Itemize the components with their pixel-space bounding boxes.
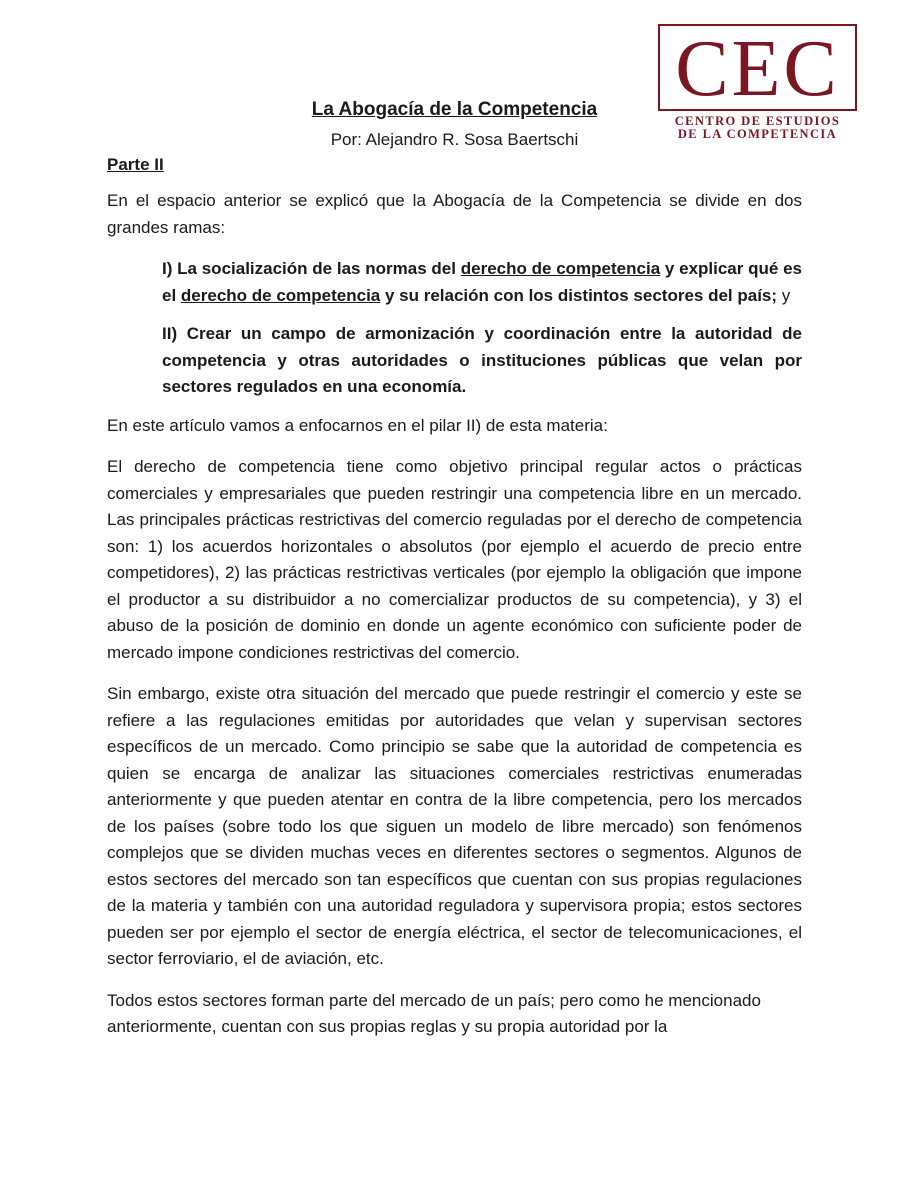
- pillar-one-text-d: y: [777, 285, 791, 305]
- paragraph: El derecho de competencia tiene como objetivo principal regular actos o prácticas comerciales y empresariales que pueden restringir una competencia libre en un mercado. Las principales prácticas restrictivas del comercio reguladas por el derecho de competencia son: 1) los acuerdos horizontales o absolutos (por ejemplo el acuerdo de precio entre competidores), 2) las prácticas restrictivas verticales (por ejemplo la obligación que impone el productor a su distribuidor a no comercializar productos de su competencia), y 3) el abuso de la posición de dominio en donde un agente económico con suficiente poder de mercado impone condiciones restrictivas del comercio.: [107, 457, 802, 662]
- logo-letters: CEC: [675, 25, 840, 113]
- derecho-competencia-link-2[interactable]: derecho de competencia: [180, 285, 381, 305]
- paragraph: Sin embargo, existe otra situación del mercado que puede restringir el comercio y este se refiere a las regulaciones emitidas por autoridades que velan y supervisan sectores específicos de un mercado. Como principio se sabe que la autoridad de competencia es quien se encarga de analizar las situaciones comerciales restrictivas enumeradas anteriormente y que pueden atentar en contra de la libre competencia, pero los mercados de los países (sobre todo los que siguen un modelo de libre mercado) son fenómenos complejos que se dividen muchas veces en diferentes sectores o segmentos. Algunos de estos sectores del mercado son tan específicos que cuentan con sus propias regulaciones de la materia y también con una autoridad reguladora y supervisora propia; estos sectores pueden ser por ejemplo el sector de energía eléctrica, el sector de telecomunicaciones, el sector ferroviario, el de aviación, etc.: [107, 684, 802, 968]
- pillar-one-text-c: y su relación con los distintos sectores del país;: [380, 285, 778, 305]
- document-body: [107, 152, 802, 1056]
- pillar-one-text-b: y explicar qué es el: [162, 259, 803, 305]
- derecho-competencia-link-1[interactable]: derecho de competencia: [460, 259, 661, 278]
- document-author: Por: Alejandro R. Sosa Baertschi: [330, 130, 579, 149]
- pillar-one: [162, 256, 802, 309]
- section-heading: Parte II: [107, 155, 164, 174]
- pillar-one-text-a: I) La socialización de las normas del: [162, 259, 461, 278]
- paragraph: Todos estos sectores forman parte del mercado de un país; pero como he mencionado anteriormente, cuentan con sus propias reglas y su propia autoridad por la: [107, 990, 761, 1036]
- logo-subtitle-line2: DE LA COMPETENCIA: [677, 127, 838, 141]
- document-title: La Abogacía de la Competencia: [311, 99, 598, 120]
- paragraph: En este artículo vamos a enfocarnos en el pilar II) de esta materia:: [107, 415, 608, 435]
- logo-subtitle-line1: CENTRO DE ESTUDIOS: [674, 114, 841, 128]
- pillar-two: II) Crear un campo de armonización y coordinación entre la autoridad de competencia y otras autoridades o instituciones públicas que velan por sectores regulados en una economía.: [162, 324, 802, 396]
- intro-paragraph: En el espacio anterior se explicó que la Abogacía de la Competencia se divide en dos grandes ramas:: [107, 191, 802, 237]
